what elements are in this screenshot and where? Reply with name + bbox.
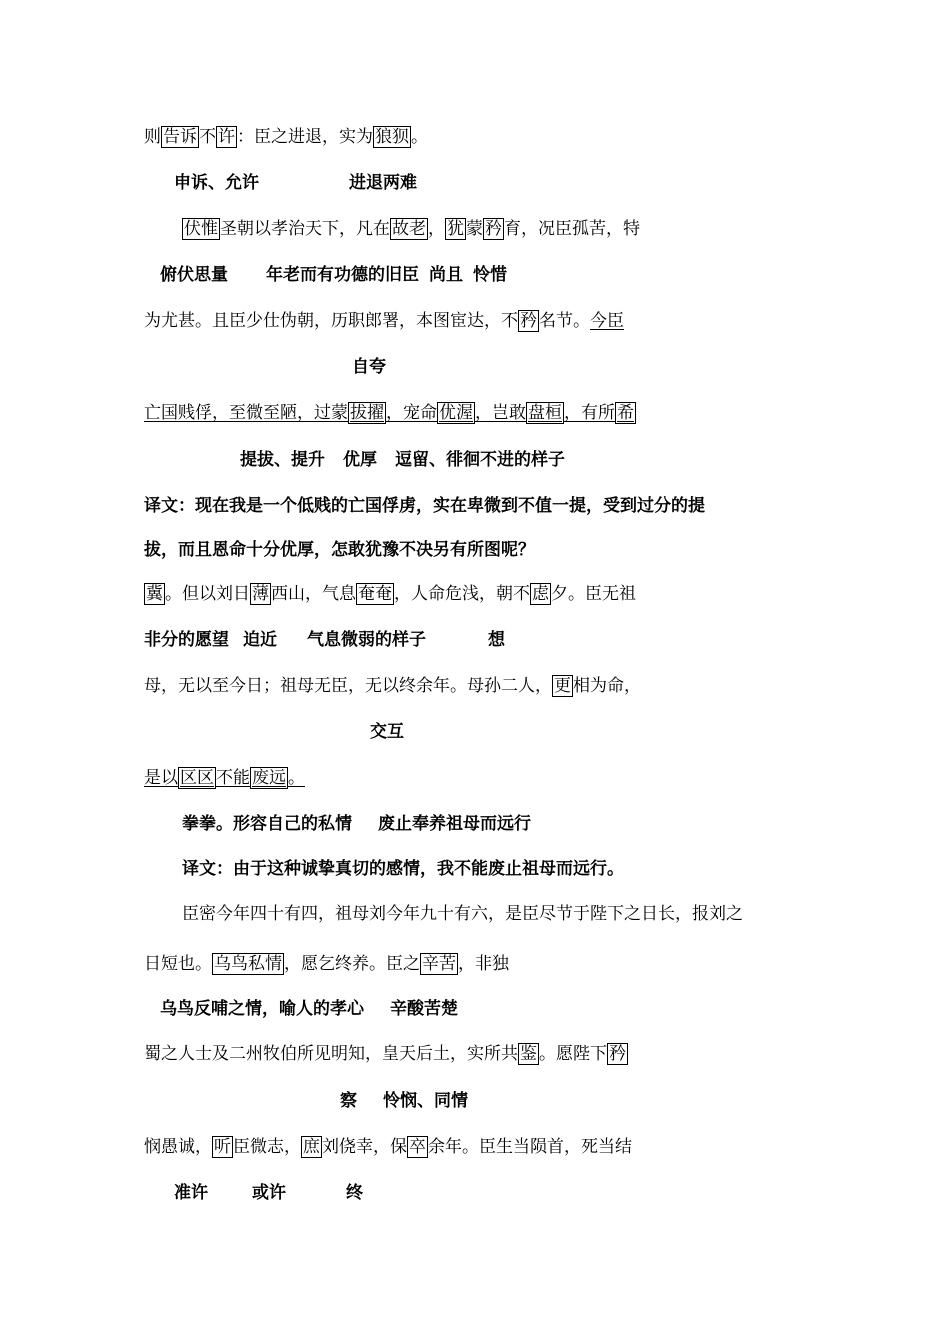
note-line-8 — [160, 997, 458, 1021]
note-line-10 — [174, 1181, 363, 1205]
text-segment: 优厚 — [343, 450, 377, 470]
note-line-3 — [352, 355, 386, 379]
text-segment: 刘侥幸，保 — [322, 1137, 407, 1157]
text-line-6 — [144, 674, 641, 698]
text-segment: 进退两难 — [349, 173, 417, 193]
text-segment: 申诉、允许 — [174, 173, 259, 193]
boxed-term: 辛苦 — [422, 954, 456, 974]
text-line-3 — [144, 309, 624, 333]
boxed-term: 听 — [214, 1137, 231, 1157]
boxed-term: 冀 — [146, 584, 163, 604]
text-segment: 终 — [346, 1183, 363, 1203]
text-segment: 悯愚诚， — [144, 1137, 212, 1157]
boxed-term: 区区 — [180, 768, 214, 788]
text-segment: 俯伏思量 — [160, 265, 228, 285]
text-segment: 非分的愿望 — [144, 630, 229, 650]
boxed-term: 庶 — [303, 1137, 320, 1157]
text-line-11 — [144, 1135, 632, 1159]
text-segment: ，愿乞终养。臣之 — [284, 954, 420, 974]
boxed-term: 矜 — [520, 311, 537, 331]
text-segment: 拳拳。形容自己的私情 — [182, 814, 352, 834]
text-line-10 — [144, 1042, 628, 1066]
text-segment: 蜀之人士及二州牧伯所见明知，皇天后土，实所共 — [144, 1044, 518, 1064]
text-segment: 拔，而且恩命十分优厚，怎敢犹豫不决另有所图呢？ — [144, 540, 535, 560]
text-line-2 — [182, 217, 640, 241]
text-segment: 。 — [288, 768, 305, 788]
text-line-8 — [182, 902, 743, 926]
boxed-term: 更 — [554, 676, 571, 696]
text-segment: 交互 — [370, 722, 404, 742]
boxed-term: 虑 — [532, 584, 549, 604]
text-line-5 — [144, 582, 636, 606]
boxed-term: 伏惟 — [184, 219, 218, 239]
text-segment: 年老而有功德的旧臣 — [266, 265, 419, 285]
text-segment: 。愿陛下 — [539, 1044, 607, 1064]
text-segment: 乌鸟反哺之情，喻人的孝心 — [160, 999, 364, 1019]
note-line-6 — [370, 720, 404, 744]
text-segment: 迫近 — [243, 630, 277, 650]
text-segment: 臣微志， — [233, 1137, 301, 1157]
boxed-term: 矜 — [609, 1044, 626, 1064]
boxed-term: 盘桓 — [528, 403, 562, 423]
text-segment: 蒙 — [466, 219, 483, 239]
text-segment: 尚且 — [429, 265, 463, 285]
boxed-term: 拔擢 — [350, 403, 384, 423]
text-segment: 自夸 — [352, 357, 386, 377]
text-segment: 逗留、徘徊不进的样子 — [395, 450, 565, 470]
text-segment: 怜悯、同情 — [383, 1091, 468, 1111]
text-segment: 为尤甚。且臣少仕伪朝，历职郎署，本图宦达，不 — [144, 311, 518, 331]
text-segment: 臣密今年四十有四，祖母刘今年九十有六，是臣尽节于陛下之日长，报刘之 — [182, 904, 743, 924]
translation-line-1 — [144, 494, 705, 518]
boxed-term: 犹 — [447, 219, 464, 239]
text-segment: ，人命危浅，朝不 — [394, 584, 530, 604]
text-segment: 则 — [144, 127, 161, 147]
text-segment: 译文：现在我是一个低贱的亡国俘虏，实在卑微到不值一提，受到过分的提 — [144, 496, 705, 516]
text-segment: 育，况臣孤苦，特 — [504, 219, 640, 239]
text-segment: 是以 — [144, 768, 178, 788]
text-segment: 名节。 — [539, 311, 590, 331]
translation-line-3 — [182, 857, 624, 881]
text-segment: 亡国贱俘，至微至陋，过蒙 — [144, 403, 348, 423]
text-segment: 察 — [340, 1091, 357, 1111]
text-segment: ， — [428, 219, 445, 239]
boxed-term: 矜 — [485, 219, 502, 239]
note-line-7 — [182, 812, 531, 836]
text-segment: 不能 — [216, 768, 250, 788]
boxed-term: 故老 — [392, 219, 426, 239]
text-segment: ，岂敢 — [475, 403, 526, 423]
text-segment: 西山，气息 — [271, 584, 356, 604]
text-segment: 译文：由于这种诚挚真切的感情，我不能废止祖母而远行。 — [182, 859, 624, 879]
text-segment: 想 — [488, 630, 505, 650]
text-segment: 。但以刘日 — [165, 584, 250, 604]
boxed-term: 优渥 — [439, 403, 473, 423]
note-line-5 — [144, 628, 505, 652]
note-line-1 — [174, 171, 417, 195]
note-line-9 — [340, 1089, 468, 1113]
boxed-term: 希 — [617, 403, 634, 423]
underlined-text: 今臣 — [590, 311, 624, 331]
text-segment: 或许 — [252, 1183, 286, 1203]
text-segment: ，非独 — [458, 954, 509, 974]
boxed-term: 告诉 — [163, 127, 197, 147]
boxed-term: 狼狈 — [375, 127, 409, 147]
text-segment: 辛酸苦楚 — [390, 999, 458, 1019]
translation-line-2 — [144, 538, 535, 562]
text-line-4 — [144, 401, 636, 425]
text-segment: 怜惜 — [473, 265, 507, 285]
text-segment: 准许 — [174, 1183, 208, 1203]
boxed-term: 乌鸟私情 — [214, 954, 282, 974]
text-segment: 气息微弱的样子 — [307, 630, 426, 650]
boxed-term: 许 — [218, 127, 235, 147]
text-line-7 — [144, 766, 305, 790]
text-segment: 提拔、提升 — [240, 450, 325, 470]
text-segment: 。 — [411, 127, 428, 147]
boxed-term: 鉴 — [520, 1044, 537, 1064]
text-segment: 夕。臣无祖 — [551, 584, 636, 604]
text-segment: 废止奉养祖母而远行 — [378, 814, 531, 834]
text-segment: 不 — [199, 127, 216, 147]
text-segment: 圣朝以孝治天下，凡在 — [220, 219, 390, 239]
text-segment: 母，无以至今日；祖母无臣，无以终余年。母孙二人， — [144, 676, 552, 696]
boxed-term: 薄 — [252, 584, 269, 604]
text-segment: ，有所 — [564, 403, 615, 423]
text-segment: ：臣之进退，实为 — [237, 127, 373, 147]
text-segment: 日短也。 — [144, 954, 212, 974]
boxed-term: 卒 — [409, 1137, 426, 1157]
text-segment: ，宠命 — [386, 403, 437, 423]
text-line-9 — [144, 952, 509, 976]
text-line-1 — [144, 125, 428, 149]
note-line-2 — [160, 263, 507, 287]
note-line-4 — [240, 448, 565, 472]
boxed-term: 废远 — [252, 768, 286, 788]
text-segment: 余年。臣生当陨首，死当结 — [428, 1137, 632, 1157]
boxed-term: 奄奄 — [358, 584, 392, 604]
text-segment: 相为命， — [573, 676, 641, 696]
